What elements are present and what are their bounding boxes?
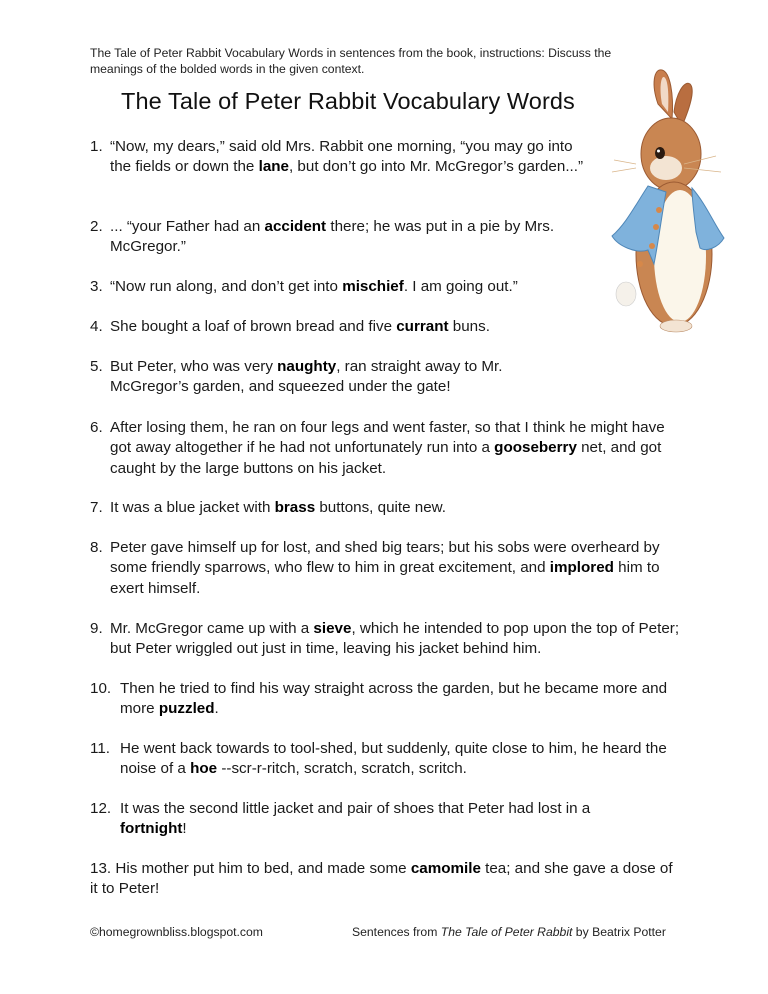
list-item: 5. But Peter, who was very naughty, ran straight away to Mr. McGregor’s garden, and squeezed under the gate!	[90, 358, 503, 396]
vocab-word: puzzled	[158, 700, 215, 718]
vocab-word: brass	[274, 499, 316, 516]
item-number: 8.	[90, 539, 103, 556]
item-number: 7.	[90, 499, 103, 516]
list-item: 10. Then he tried to find his way straight across the garden, but he became more and more puzzled.	[90, 680, 668, 718]
item-number: 9.	[90, 620, 103, 637]
list-item: 3. “Now run along, and don’t get into mischief. I am going out.”	[90, 277, 590, 297]
vocab-word: gooseberry	[494, 439, 577, 457]
vocab-word: sieve	[313, 620, 352, 637]
item-number: 4.	[90, 318, 103, 335]
vocab-word: implored	[549, 559, 614, 577]
list-item: 7. It was a blue jacket with brass buttons, quite new.	[90, 498, 682, 518]
item-number: 5.	[90, 358, 103, 375]
item-number: 13.	[90, 860, 112, 877]
rabbit-icon	[596, 64, 746, 344]
vocab-word: mischief	[342, 278, 404, 295]
item-number: 1.	[90, 138, 103, 155]
list-item: 13. His mother put him to bed, and made some camomile tea; and she gave a dose of it to Peter!	[90, 860, 673, 898]
peter-rabbit-illustration	[596, 64, 746, 344]
vocab-word: accident	[264, 218, 327, 235]
item-number: 10.	[90, 680, 112, 697]
vocab-word: lane	[258, 158, 289, 176]
item-number: 6.	[90, 419, 103, 436]
page-title: The Tale of Peter Rabbit Vocabulary Words	[121, 88, 575, 114]
item-number: 2.	[90, 218, 103, 235]
list-item: 9. Mr. McGregor came up with a sieve, which he intended to pop upon the top of Peter; but Peter wriggled out just in time, leaving his jacket behind him.	[90, 620, 680, 658]
list-item: 4. She bought a loaf of brown bread and five currant buns.	[90, 317, 590, 337]
vocab-word: hoe	[190, 760, 218, 778]
item-number: 11.	[90, 740, 110, 757]
list-item: 2. ... “your Father had an accident there; he was put in a pie by Mrs. McGregor.”	[90, 218, 555, 256]
book-title: The Tale of Peter Rabbit	[440, 925, 573, 939]
vocab-word: naughty	[277, 358, 337, 375]
list-item: 12. It was the second little jacket and pair of shoes that Peter had lost in a fortnight!	[90, 800, 591, 838]
list-item: 6. After losing them, he ran on four legs and went faster, so that I think he might have got away altogether if he had not unfortunately run into a gooseberry net, and got caught by the large buttons on his jacket.	[90, 419, 665, 477]
list-item: 11. He went back towards to tool-shed, but suddenly, quite close to him, he heard the noise of a hoe --scr-r-ritch, scratch, scratch, scritch.	[90, 740, 667, 778]
list-item: 1. “Now, my dears,” said old Mrs. Rabbit one morning, “you may go into the fields or down the lane, but don’t go into Mr. McGregor’s garden...”	[90, 138, 584, 176]
footer-credit: ©homegrownbliss.blogspot.com	[90, 925, 263, 939]
item-number: 12.	[90, 800, 112, 817]
instructions-text: The Tale of Peter Rabbit Vocabulary Words in sentences from the book, instructions: Discuss the meanings of the bolded words in the given context.	[90, 46, 612, 76]
list-item: 8. Peter gave himself up for lost, and shed big tears; but his sobs were overheard by some friendly sparrows, who flew to him in great excitement, and implored him to exert himself.	[90, 539, 660, 597]
vocab-word: fortnight	[120, 820, 183, 838]
vocab-word: camomile	[410, 860, 481, 877]
vocab-word: currant	[396, 318, 449, 335]
footer-source: Sentences from The Tale of Peter Rabbit by Beatrix Potter	[352, 925, 666, 939]
item-number: 3.	[90, 278, 103, 295]
